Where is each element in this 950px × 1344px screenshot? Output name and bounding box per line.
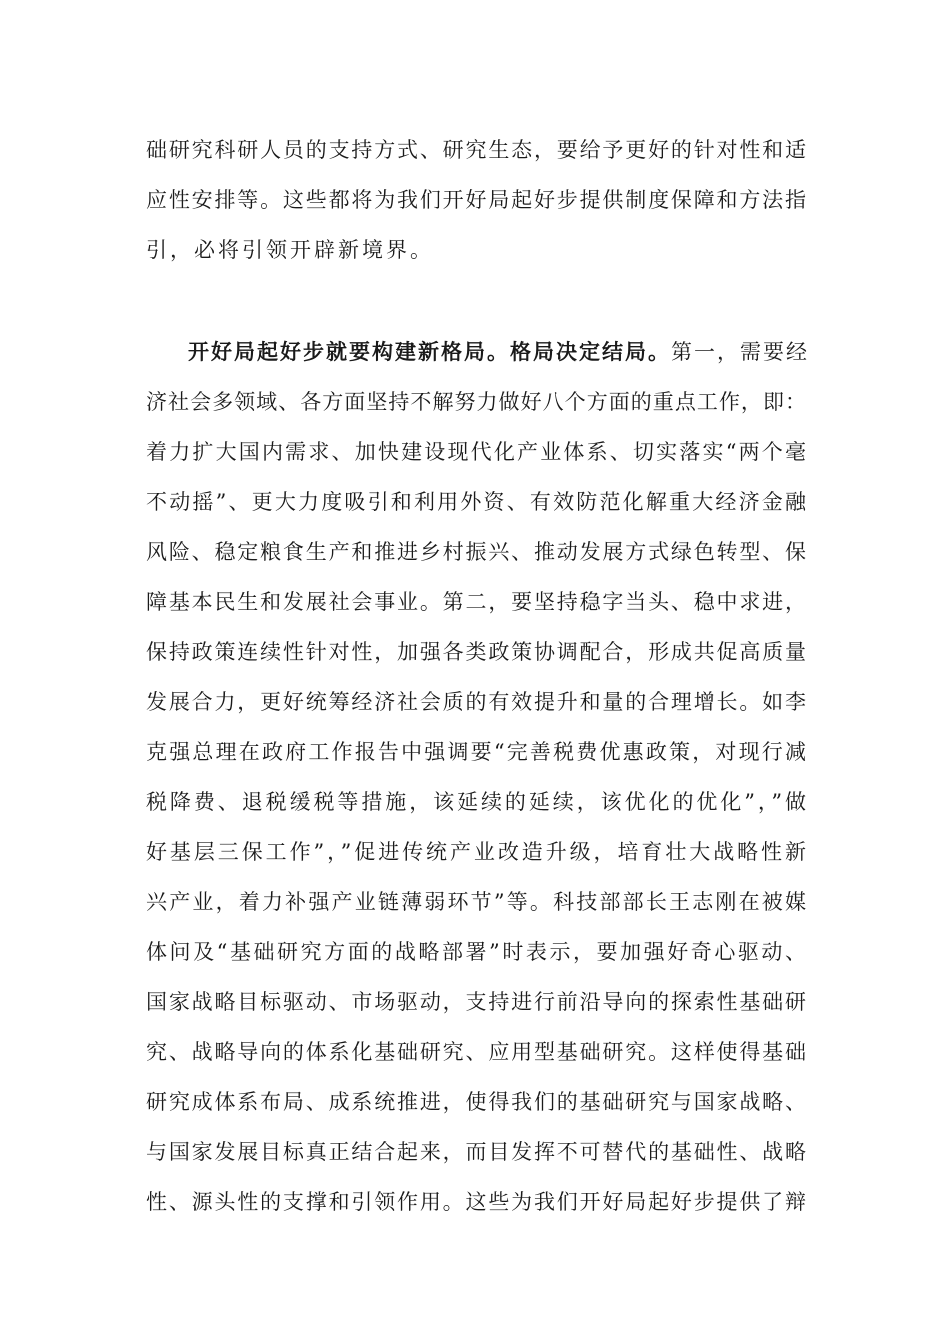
paragraph-2-first-line-rest: 第一，需要经 (671, 340, 809, 364)
paragraph-1-line: 引，必将引领开辟新境界。 (146, 238, 434, 262)
paragraph-2-line: 发展合力，更好统筹经济社会质的有效提升和量的合理增长。如李 (146, 690, 806, 714)
paragraph-2-line: 着力扩大国内需求、加快建设现代化产业体系、切实落实“两个毫 (146, 440, 806, 464)
paragraph-2-line: 济社会多领域、各方面坚持不解努力做好八个方面的重点工作，即： (146, 390, 806, 414)
paragraph-2-line: 好基层三保工作”，”促进传统产业改造升级，培育壮大战略性新 (146, 840, 806, 864)
paragraph-2-line: 克强总理在政府工作报告中强调要“完善税费优惠政策，对现行减 (146, 740, 806, 764)
paragraph-2-line: 研究成体系布局、成系统推进，使得我们的基础研究与国家战略、 (146, 1090, 806, 1114)
paragraph-2-line: 性、源头性的支撑和引领作用。这些为我们开好局起好步提供了辩 (146, 1190, 806, 1214)
paragraph-2-line: 风险、稳定粮食生产和推进乡村振兴、推动发展方式绿色转型、保 (146, 540, 806, 564)
paragraph-2-first-line (188, 327, 808, 377)
paragraph-2-line: 兴产业，着力补强产业链薄弱环节”等。科技部部长王志刚在被媒 (146, 890, 806, 914)
paragraph-2-line: 税降费、退税缓税等措施，该延续的延续，该优化的优化”，”做 (146, 790, 806, 814)
paragraph-1-line: 应性安排等。这些都将为我们开好局起好步提供制度保障和方法指 (146, 188, 806, 212)
paragraph-2-heading: 开好局起好步就要构建新格局。格局决定结局。 (188, 339, 671, 364)
paragraph-2-line: 障基本民生和发展社会事业。第二，要坚持稳字当头、稳中求进， (146, 590, 806, 614)
paragraph-2-line: 究、战略导向的体系化基础研究、应用型基础研究。这样使得基础 (146, 1040, 806, 1064)
paragraph-2-line: 体问及“基础研究方面的战略部署”时表示，要加强好奇心驱动、 (146, 940, 806, 964)
paragraph-2-line: 国家战略目标驱动、市场驱动，支持进行前沿导向的探索性基础研 (146, 990, 806, 1014)
paragraph-2-line: 保持政策连续性针对性，加强各类政策协调配合，形成共促高质量 (146, 640, 806, 664)
paragraph-2-line: 不动摇”、更大力度吸引和利用外资、有效防范化解重大经济金融 (146, 490, 806, 514)
paragraph-2-line: 与国家发展目标真正结合起来，而目发挥不可替代的基础性、战略 (146, 1140, 806, 1164)
paragraph-1-line: 础研究科研人员的支持方式、研究生态，要给予更好的针对性和适 (146, 138, 806, 162)
